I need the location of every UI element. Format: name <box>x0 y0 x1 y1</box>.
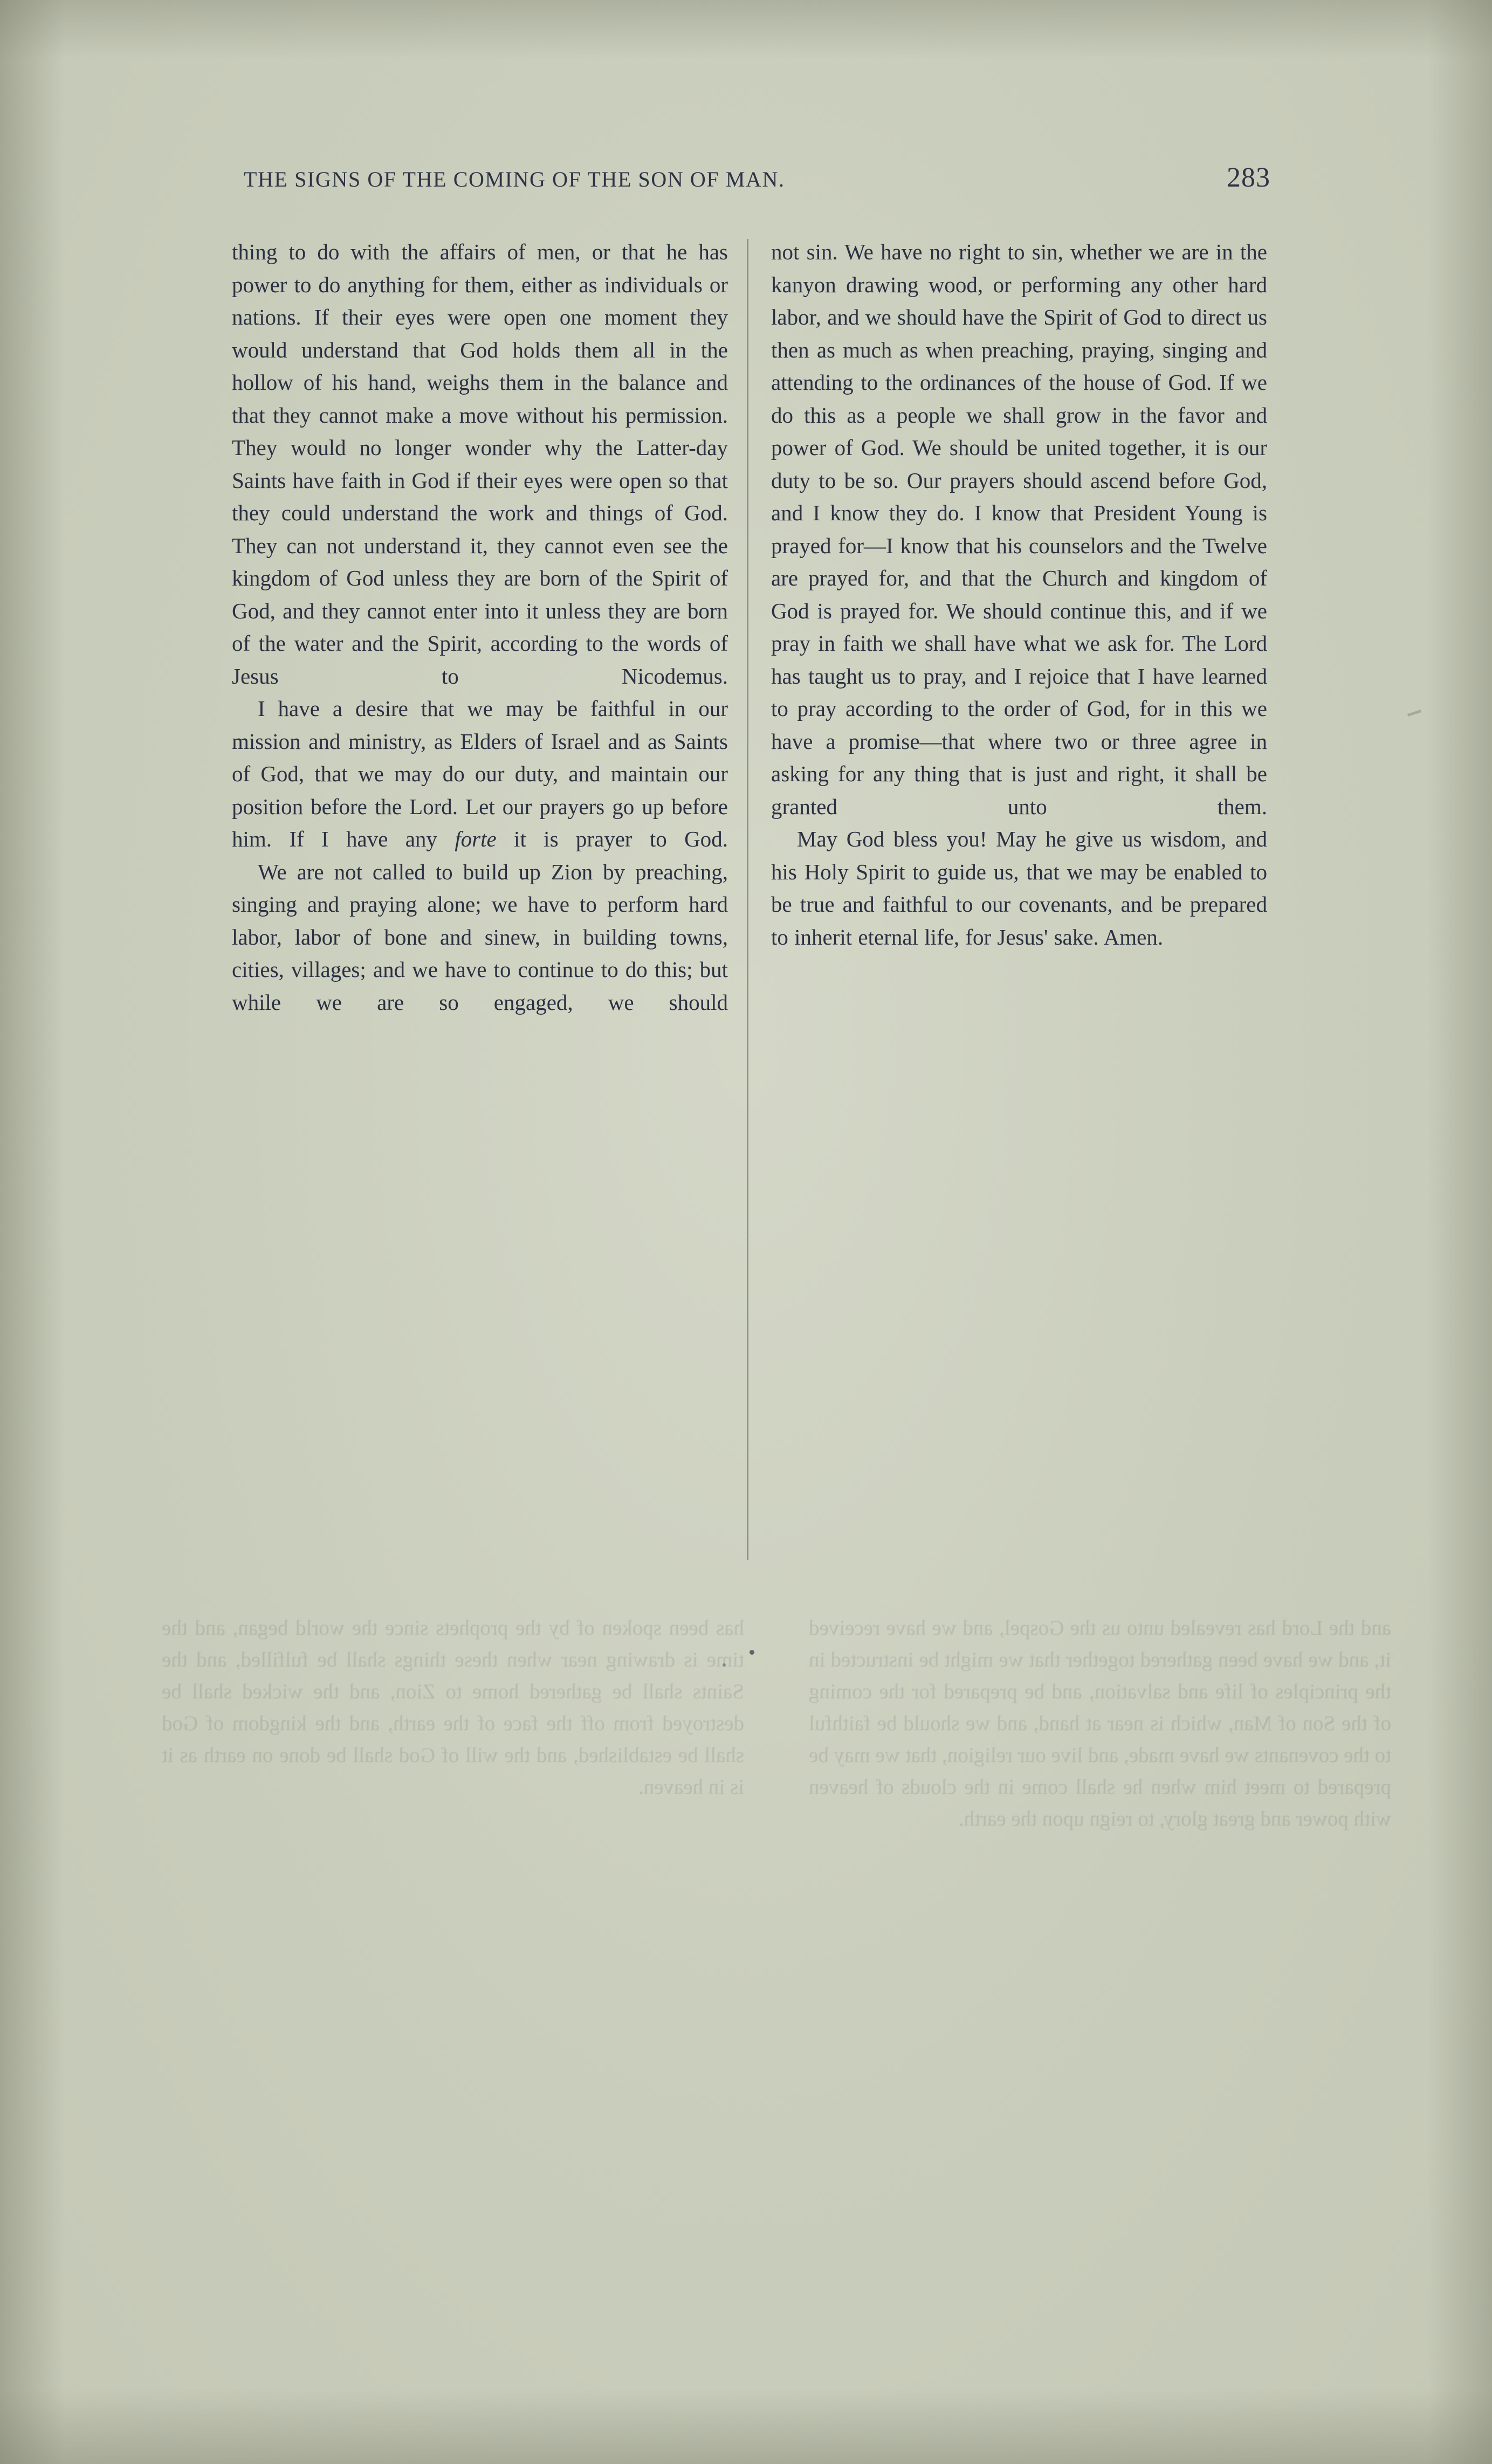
column-left <box>232 236 728 1018</box>
italic-word: forte <box>455 827 497 851</box>
paragraph: not sin. We have no right to sin, whether we are in the kanyon drawing wood, or performing any other hard labor, and we should have the Spirit of God to direct us then as much as when preaching, praying, singing and attending to the ordinances of the house of God. If we do this as a people we shall grow in the favor and power of God. We should be united together, it is our duty to be so. Our prayers should ascend before God, and I know they do. I know that President Young is prayed for—I know that his counselors and the Twelve are prayed for, and that the Church and kingdom of God is prayed for. We should continue this, and if we pray in faith we shall have what we ask for. The Lord has taught us to pray, and I rejoice that I have learned to pray according to the order of God, for in this we have a promise—that where two or three agree in asking for any thing that is just and right, it shall be granted unto them. <box>771 239 1267 819</box>
column-right <box>771 236 1267 953</box>
paragraph <box>232 692 728 856</box>
paragraph: May God bless you! May he give us wisdom, and his Holy Spirit to guide us, that we may be enabled to be true and faithful to our covenants, and be prepared to inherit eternal life, for Jesus' sake. Amen. <box>771 827 1267 949</box>
show-through-column-right: has been spoken of by the prophets since the world began, and the time is drawing near when these things shall be fulfilled, and the Saints shall be gathered home to Zion, and the wicked shall be destroyed from off the face of the earth, and the kingdom of God shall be established, and the will of God shall be done on earth as it is in heaven. <box>162 1616 744 1799</box>
show-through-column-left: and the Lord has revealed unto us the Gospel, and we have received it, and we have been gathered together that we might be instructed in the principles of life and salvation, and be prepared for the coming of the Son of Man, which is near at hand, and we should be faithful to the covenants we have made, and live our religion, that we may be prepared to meet him when he shall come in the clouds of heaven with power and great glory, to reign upon the earth. <box>809 1616 1391 1830</box>
page-edge-shadow-bottom <box>0 2389 1492 2464</box>
paragraph-text-part: I have a desire that we may be faithful in our mission and ministry, as Elders of Israel and as Saints of God, that we may do our duty, and maintain our position before the Lord. Let our prayers go up before him. If I have any <box>232 696 728 851</box>
show-through-text <box>97 1612 1391 2389</box>
page-edge-shadow-right <box>1427 0 1492 2464</box>
page-number: 283 <box>1227 162 1270 193</box>
ink-speck <box>723 1663 726 1667</box>
running-title: THE SIGNS OF THE COMING OF THE SON OF MAN. <box>244 167 785 191</box>
paper-mark <box>1407 710 1421 717</box>
page-edge-shadow-left <box>0 0 65 2464</box>
ink-speck <box>750 1650 754 1655</box>
page-header <box>232 162 1270 194</box>
text-columns <box>232 236 1267 1018</box>
page-content <box>232 162 1270 1018</box>
paragraph-text-part: it is prayer to God. <box>496 827 728 851</box>
paragraph: We are not called to build up Zion by preaching, singing and praying alone; we have to perform hard labor, labor of bone and sinew, in building towns, cities, villages; and we have to continue to do this; but while we are so engaged, we should <box>232 859 728 1015</box>
page-edge-shadow-top <box>0 0 1492 59</box>
paragraph: thing to do with the affairs of men, or that he has power to do anything for them, either as individuals or nations. If their eyes were open one moment they would understand that God holds them all in the hollow of his hand, weighs them in the balance and that they cannot make a move without his permission. They would no longer wonder why the Latter-day Saints have faith in God if their eyes were open so that they could understand the work and things of God. They can not understand it, they cannot even see the kingdom of God unless they are born of the Spirit of God, and they cannot enter into it unless they are born of the water and the Spirit, according to the words of Jesus to Nicodemus. <box>232 239 728 689</box>
